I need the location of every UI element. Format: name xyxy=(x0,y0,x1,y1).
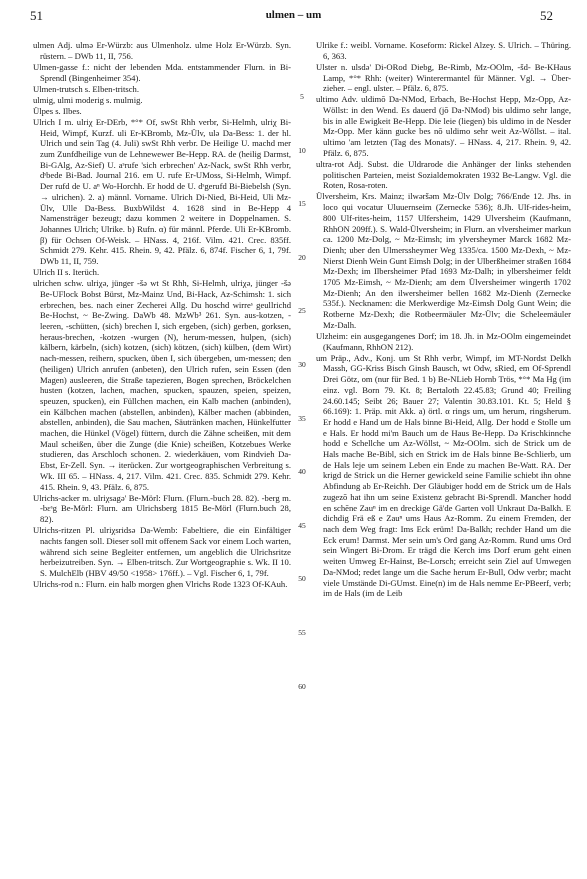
line-number: 25 xyxy=(298,306,306,316)
line-number: 40 xyxy=(298,467,306,477)
page-number-left: 51 xyxy=(30,8,43,23)
left-column xyxy=(33,40,291,590)
line-number: 60 xyxy=(298,681,306,691)
dictionary-entry: um Präp., Adv., Konj. um St Rhh verbr, Wimpf, im MT-Nordst Delkh Massh, GG-Kriss Bisch Ginsh Bausch, wt Odw, sRied, em Of-Sprendl Drei Götz, om (nur für Bed. 1 b) Be-NLieb Hornb Trös, *°* Ma Hg (im einz. vgl. Born 79. Kt. 8; Bertaloth 22.45.83; Grund 40; Freiling 24.60.145; Seibt 26; Bauer 27; Valentin 30.83.101. Kt. 5; Held § 66.169): 1. Präp. mit Akk. a) örtl. α rings um, um herum, ringsherum. Er hodd e Hand um de Hals binne Bi-Heid, Allg. Der hodd e Stolle um e Hals. Er hodd mi'm Bauch um de Haus Be-Hepp. Dә Krischkinnche hodd e Schellche um Az-Wöllst, ~ Mz-OOlm. sich de Strick um de Hals mache Be-Bibl, sich en Strick im de Hals binne Be-Schlierb, um de Hals leje um seinem Leben ein Ende zu machen Be-Watt. RA. Der krigd de Strick un die Herner gewickeld seine Familie schiebt ihn ohne Abfindung ab Er-Reichh. Der Gläubiger hodd em de Strick um de Hals zugezō hat ihn um seine Existenz gebracht Bi-Sprendl. Mancher hodd en schēne Zauⁿ im en dreckige Gä'de Garten voll Unkraut Da-Balkh. E dichdig Frä eß e Zauⁿ ums Haus Az-Romm. Zu einem Fremden, der nach dem Weg fragt: Ims Eck erüm! Da-Balkh; rechder Hand um die Eck erum! Darmst. Mer sein um's Ord gang Az-Romm. Rund ums Ord sein Wingert Bi-Drom. Er trägd die Kerch ims Dorf erum geht einen weiten Umweg Er-Hainst, Be-Lorsch; erreicht sein Ziel auf Umwegen Da-NMod; redet lange um die Sache herum Er-Bull, Odw verbr; macht viele Umstände Di-GUmst. Eine(n) im de Hals nemme Er-PBeerf, verb; im de Hals (im de Leib xyxy=(316,352,571,599)
dictionary-entry: Ulzheim: ein ausgegangenes Dorf; im 18. Jh. in Mz-OOlm eingemeindet (Kaufmann, RhhON 212). xyxy=(316,330,571,352)
dictionary-entry: Ulrichs-acker m. ulriχsagә' Be-Mörl: Flurn. (Flurn.-buch 28. 82). -berg m. -bεˢg Be-Mörl: Flurn. am Ulrichsberg 1815 Be-Mörl (Flurn.buch 28, 82). xyxy=(33,492,291,525)
line-number: 45 xyxy=(298,520,306,530)
dictionary-entry: ulmig, ulmi moderig s. mulmig. xyxy=(33,94,143,105)
line-number: 50 xyxy=(298,574,306,584)
line-number: 30 xyxy=(298,360,306,369)
dictionary-entry: ultra-rot Adj. Subst. die Uldrarode die Anhänger der links stehenden politischen Parteien, meist Sozialdemokraten 1932 Be-Langw. Vgl. die Roten, Rosa-roten. xyxy=(316,158,571,191)
dictionary-entry: Ülversheim, Krs. Mainz; ilwәršәm Mz-Ülv Dolg; 766/Ende 12. Jhs. in loco qui vocatur Uluuernseim (Zernecke 536); 8.Jh. Ulf-rides-heim, 800 Ulf-rites-heim, 1157 Ulfersheim, 1429 Ulversheim (Kaufmann, RhhON 209ff.). S. Wald-Ülversheim; in Flurn. an vlversheimer markun ca. 1200 Mz-Dolg, ~ Mz-Eimsh; im ylversheymer Marck 1682 Mz-Dienh; uber den Ulmerssheymer Weg 1335/ca. 1500 Mz-Dexh, ~ Mz-Nierst Dienh Wein Gunt Eimsh Dolg; in der Ulberßheimer straßen 1684 Mz-Dexh; im Ilbersheimer Pfad 1693 Mz-Dalh; in ylbersheimer feldt 1705 Mz-Eimsh, ~ Mz-Dienh; am dem Ülversheimer wingerth 1702 Mz-Dienh; An den ilwersheimer bellen 1682 Mz-Dienh (Zernecke 535f.). Necknamen: die Merkwerdige Mz-Eimsh Dolg Gunt Wein; die Rotberne Mz-Dexh; die Rotbeermäuler Mz-Ülv; die Scheleemäuler Mz-Dalh. xyxy=(316,191,571,330)
dictionary-entry: Ulmen-trutsch s. Elben-tritsch. xyxy=(33,83,139,94)
dictionary-entry: Ulrich I m. ulriχ Er-DErb, *°* Of, swSt Rhh verbr, Si-Helmh, ulriχ Bi-Heid, Wimpf, Kurzf. uli Er-KBromb, Mz-Ülv, ulә Da-Bess: 1. der hl. Ulrich und sein Tag (4. Juli) swSt Rhh verbr. De Heilige U. machd mer zum Zunfdheilige vun de Lehnewewer Be-Hepp. RA. de (heilig Darmst, Bi-GAlg, Az-Sief) U. aˢrufe 'sich erbrechen' Az-Nack, swSt Rhh verbr, dˢbede Bi-Bad. Journal 216. em U. rufe Er-UMoss, Si-Helmh, Wimpf. Der rufd de U. aⁿ Wo-Horchh. Er hodd de U. dˢgerufd Bi-Biebelsh (Syn. → ulrichen). 2. a) männl. Vorname. Ulrich Di-Nied, Bi-Heid, Uli Mz-Ülv, Ulle Da-Bess. BuxbWildst 4. 1628 sind in Be-Hepp 4 Namensträger bezeugt; dazu kommen 2 weitere in Doppelnamen. S. Johannes Ulrich; Ulrike. b) Rufn. α) für männl. Pferde. Uli Er-KBromb. β) für Ochsen Of-Weisk. – HNass. 4, 216f. Vilm. 421. Crec. 835ff. Schmidt 279. Kehr. 415. Rhein. 9, 42. Pfälz. 6, 874f. Fischer 6, 1, 79f. DWb 11, II, 759. xyxy=(33,116,291,267)
line-number: 55 xyxy=(298,628,306,637)
line-number: 20 xyxy=(298,252,306,262)
line-number: 10 xyxy=(298,145,306,155)
dictionary-entry: Ulmen-gasse f.: nicht der lebenden Mda. entstammender Flurn. in Bi-Sprendl (Bingenheimer 354). xyxy=(33,61,291,83)
running-head: ulmen – um xyxy=(265,9,322,21)
dictionary-entry: ulmen Adj. ulmә Er-Würzb: aus Ulmenholz. ulme Holz Er-Würzb. Syn. rüstern. – DWb 11, II, 756. xyxy=(33,40,291,61)
dictionary-entry: ultimo Adv. uldimō Da-NMod, Erbach, Be-Hochst Hepp, Mz-Opp, Az-Wöllst: in den Wend. Es dauerd (jō Da-NMod) bis uldimo sehr lange, bis in alle Ewigkeit Be-Hepp. Die leie (liegen) bis uldimo in de Nesder Mz-Opp. Mer känn gucke bes nō uldimo sehr weit Az-Wöllst. – ital. ultimo 'am letzten (Tag des Monats)'. – HNass. 4, 217. Rhein. 9, 42. Pfälz. 6, 875. xyxy=(316,94,571,158)
page-header xyxy=(0,8,587,28)
right-column xyxy=(316,40,571,599)
dictionary-entry: Ulrike f.: weibl. Vorname. Koseform: Rickel Alzey. S. Ulrich. – Thüring. 6, 363. xyxy=(316,40,571,61)
dictionary-entry: Ülpes s. Ilbes. xyxy=(33,105,82,116)
dictionary-entry: ulrichen schw. ulriχә, jünger -šә wt St Rhh, Si-Helmh, ulriχә, jünger -šә Be-UFlock Bobst Bürst, Mz-Mainz Und, Bi-Hack, Az-Schimsh: 1. sich erbrechen, bes. nach einer Zecherei Allg. Du hoschd wirreˢ geullrichd Be-Hochst, ~ Be-Zwing. DaWb 48. MzWb³ 261. Syn. aus-kotzen, -leeren, -schütten, (sich) brechen I, sich ergeben, (sich) gerben, gorksen, heraus-brechen, -kotzen -wurgen (N), herum-messen, hulpen, (sich) kälbern, kärbeln, (sich) kotzen, (sich) kötzen, (sich) külben, (dem Wirt) nach-messen, reihern, spucken, üben I, sich übergeben, um-messen; den (heiligen) Ulrich anrufen (anbeten), den Ulrich rufen, sein Essen (den Magen) ausleeren, die Straße tapezieren, Bogen sprechen, Bröckelchen husten (kotzen, lachen, machen, spucken, spauzen, speien, speizen, speuzen, spucken), ein Füllchen machen, ein Kalb machen (anbinden), ein Kälbchen machen (abstellen, anbinden), Kälber machen (abbinden, abstellen, anbinden), die Sau machen, Säutränken machen, Hünkelfutter machen, die Hünkel (Vögel) füttern, durch die Zähne scheißen, mit dem Maul scheißen, über die Zunge (die Knie) scheißen, Kotzebues Werke studieren, das Arschloch schonen. 2. wiederkäuen, vom Rindvieh Da-Ebst, Er-Zell. Syn. → iterücken. Zur wortgeographischen Verbreitung s. Wk. III 65. – HNass. 4, 217. Vilm. 421. Crec. 835. Schmidt 279. Kehr. 415. Rhein. 9, 43. Pfälz. 6, 875. xyxy=(33,278,291,492)
dictionary-entry: Ulrichs-ritzen Pl. ulriχsridsә Da-Wemb: Fabeltiere, die ein Einfältiger nachts fangen soll. Dieser soll mit offenem Sack vor einem Loch warten, während sich seine Begleiter entfernen, um angeblich die Ulrichsritze herbeizutreiben. Syn. → Elben-tritsch. Zur Wortgeographie s. Wk. II 10. S. MulchElb (HBV 49/50 <1958> 176ff.). – Vgl. Fischer 6, 1, 79f. xyxy=(33,525,291,578)
line-number: 15 xyxy=(298,199,306,209)
line-number: 35 xyxy=(298,413,306,423)
page-number-right: 52 xyxy=(540,8,553,23)
dictionary-entry: Ulrich II s. Iterüch. xyxy=(33,267,100,278)
dictionary-entry: Ulster n. ulsdә' Di-ORod Diebg, Be-Rimb, Mz-OOlm, -šd- Be-KHaus Lamp, *°* Rhh: (weiter) Winterermantel für Männer. Vgl. → Über-zieher. – engl. ulster. – Pfälz. 6, 875. xyxy=(316,61,571,94)
line-number: 5 xyxy=(300,92,304,101)
dictionary-entry: Ulrichs-rod n.: Flurn. ein halb morgen ghen Vlrichs Rode 1323 Of-KAuh. xyxy=(33,579,288,590)
